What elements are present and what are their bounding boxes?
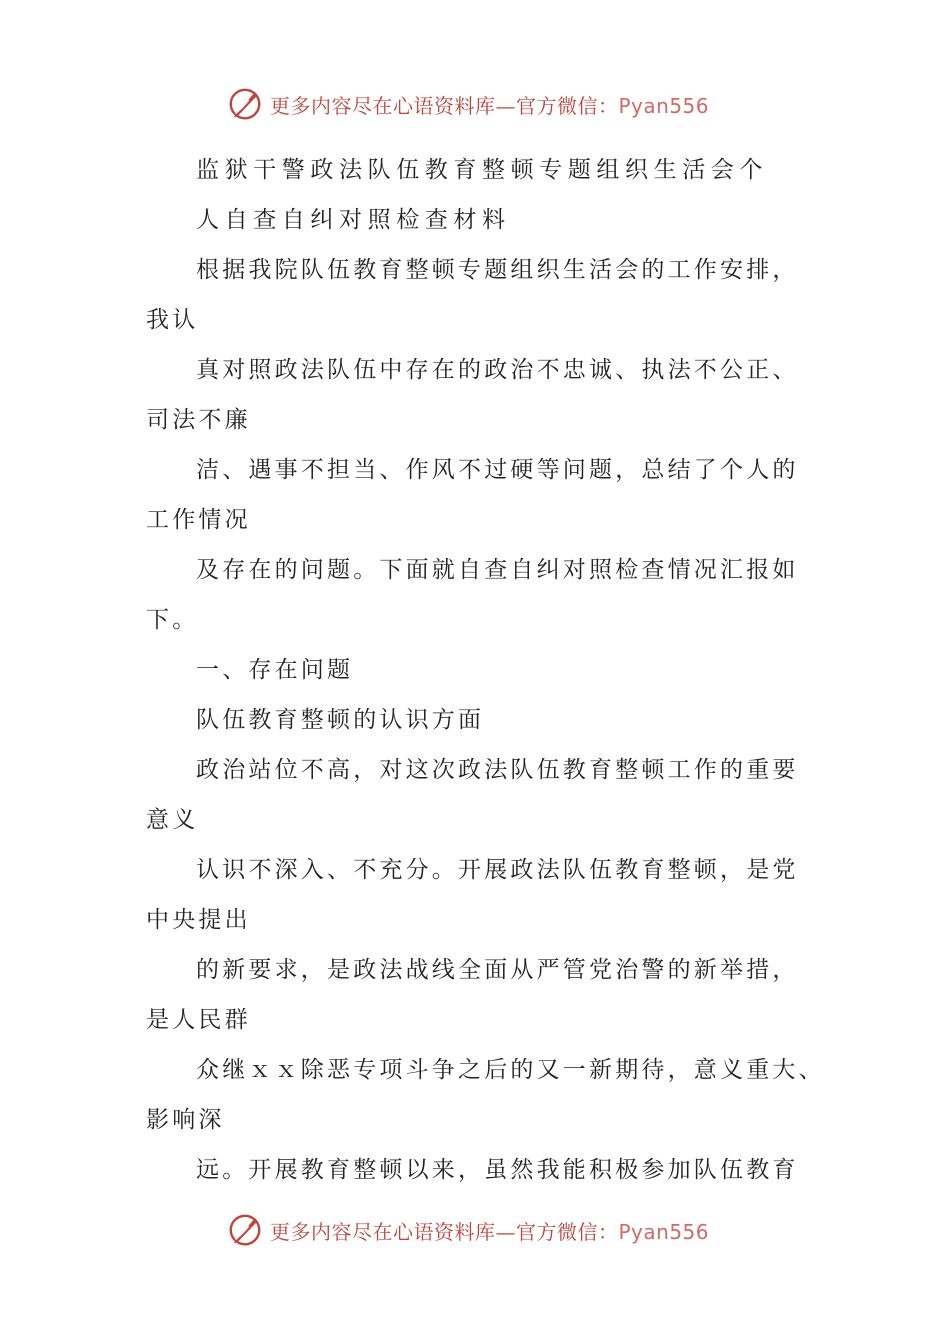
text-line: 意义 <box>146 807 199 833</box>
text-line: 洁、遇事不担当、作风不过硬等问题，总结了个人的 <box>196 457 799 483</box>
text-line: 影响深 <box>146 1107 225 1133</box>
section-heading: 一、存在问题 <box>196 657 354 683</box>
text-line: 远。开展教育整顿以来，虽然我能积极参加队伍教育 <box>196 1157 799 1183</box>
text-line: 工作情况 <box>146 507 251 533</box>
quill-logo-icon <box>226 1211 264 1249</box>
text-line: 司法不廉 <box>146 407 251 433</box>
text-line: 众继ｘｘ除恶专项斗争之后的又一新期待，意义重大、 <box>196 1057 825 1083</box>
footer-watermark <box>226 1210 709 1250</box>
text-line: 下。 <box>146 607 199 633</box>
text-line: 根据我院队伍教育整顿专题组织生活会的工作安排， <box>196 257 799 283</box>
text-line: 我认 <box>146 307 199 333</box>
watermark-text: 更多内容尽在心语资料库—官方微信：Pyan556 <box>270 1219 710 1244</box>
text-line: 人自查自纠对照检查材料 <box>196 207 511 233</box>
document-body <box>146 145 825 1195</box>
text-line: 政治站位不高，对这次政法队伍教育整顿工作的重要 <box>196 757 799 783</box>
text-line: 中央提出 <box>146 907 251 933</box>
watermark-text: 更多内容尽在心语资料库—官方微信：Pyan556 <box>270 93 710 118</box>
text-line: 及存在的问题。下面就自查自纠对照检查情况汇报如 <box>196 557 799 583</box>
quill-logo-icon <box>226 85 264 123</box>
text-line: 认识不深入、不充分。开展政法队伍教育整顿，是党 <box>196 857 799 883</box>
text-line: 真对照政法队伍中存在的政治不忠诚、执法不公正、 <box>196 357 799 383</box>
text-line: 监狱干警政法队伍教育整顿专题组织生活会个 <box>196 157 768 183</box>
subsection-heading: 队伍教育整顿的认识方面 <box>196 707 485 733</box>
text-line: 是人民群 <box>146 1007 251 1033</box>
header-watermark <box>226 84 709 124</box>
text-line: 的新要求，是政法战线全面从严管党治警的新举措， <box>196 957 799 983</box>
